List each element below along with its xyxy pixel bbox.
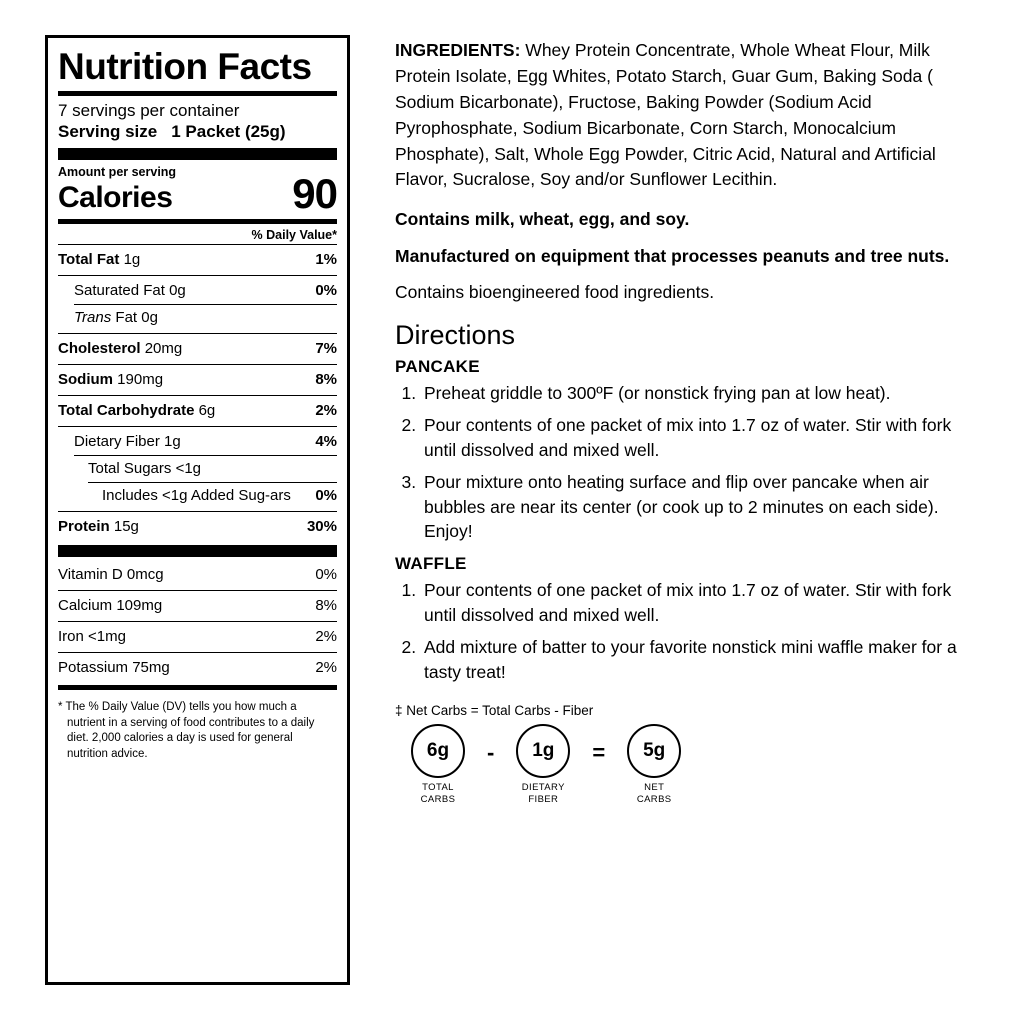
divider: [58, 395, 337, 396]
nutrient-pct-total-carbohydrate: 2%: [315, 402, 337, 420]
nutrient-row-sodium: [58, 367, 337, 393]
waffle-step: 2. Add mixture of batter to your favorite nonstick mini waffle maker for a tasty treat!: [421, 635, 984, 685]
net-carbs-caption: [615, 782, 693, 806]
footnote-line-1: * The % Daily Value (DV) tells you how much a: [58, 701, 297, 714]
dietary-fiber-item: [504, 724, 582, 806]
calories-label: Calories: [58, 181, 173, 215]
nutrient-row-dietary-fiber: [58, 429, 337, 455]
micronutrient-row-vitamin-d: [58, 562, 337, 588]
net-carbs-note: ‡ Net Carbs = Total Carbs - Fiber: [395, 702, 594, 718]
nutrient-pct-protein: 30%: [306, 518, 337, 536]
nutrient-pct-sodium: 8%: [315, 371, 337, 389]
divider: [58, 426, 337, 427]
dietary-fiber-caption: [504, 782, 582, 806]
divider-under-dv-header: [58, 244, 337, 245]
total-carbs-caption: [399, 782, 477, 806]
micronutrient-label-potassium: Potassium 75mg: [58, 659, 170, 677]
daily-value-footnote: [58, 694, 337, 762]
divider: [58, 621, 337, 622]
pancake-heading: PANCAKE: [395, 357, 480, 377]
nutrient-row-added-sugars: [58, 483, 337, 509]
nutrient-row-total-carbohydrate: [58, 398, 337, 424]
micronutrient-pct-calcium: 8%: [315, 597, 337, 615]
footnote-line-4: nutrition advice.: [67, 747, 148, 760]
amount-per-serving-label: Amount per serving: [58, 165, 177, 180]
net-carbs-item: [615, 724, 693, 806]
net-carbs-caption-line2: CARBS: [636, 793, 672, 805]
divider: [58, 275, 337, 276]
servings-per-container: 7 servings per container: [58, 100, 240, 120]
divider: [58, 511, 337, 512]
ingredients-paragraph: [395, 38, 984, 193]
nutrient-row-total-sugars: [58, 456, 337, 482]
nutrient-label-sodium: Sodium 190mg: [58, 371, 164, 389]
nutrient-label-total-fat: Total Fat 1g: [58, 251, 141, 269]
micronutrient-pct-iron: 2%: [315, 628, 337, 646]
calories-value: 90: [292, 170, 337, 218]
micronutrient-row-potassium: [58, 655, 337, 681]
nutrient-pct-added-sugars: 0%: [315, 487, 337, 505]
divider-thick-top: [58, 148, 337, 160]
serving-size-row: [58, 121, 337, 143]
bioengineered-statement: Contains bioengineered food ingredients.: [395, 282, 715, 303]
divider: [58, 590, 337, 591]
micronutrient-pct-potassium: 2%: [315, 659, 337, 677]
ingredients-and-directions-column: [350, 30, 984, 1004]
net-carbs-caption-line1: NET: [644, 781, 665, 793]
total-carbs-caption-line1: TOTAL: [422, 781, 454, 793]
nutrient-row-protein: [58, 514, 337, 540]
directions-title: Directions: [395, 319, 516, 350]
micronutrient-label-vitamin-d: Vitamin D 0mcg: [58, 566, 164, 584]
micronutrient-pct-vitamin-d: 0%: [315, 566, 337, 584]
nutrient-label-total-carbohydrate: Total Carbohydrate 6g: [58, 402, 216, 420]
nutrient-pct-dietary-fiber: 4%: [315, 433, 337, 451]
micronutrient-label-iron: Iron <1mg: [58, 628, 126, 646]
net-carbs-equation: [399, 724, 984, 806]
micronutrient-row-iron: [58, 624, 337, 650]
divider-under-calories: [58, 219, 337, 224]
nutrient-row-total-fat: [58, 247, 337, 273]
nutrition-facts-panel: [45, 35, 350, 985]
divider-under-title: [58, 91, 337, 96]
allergen-contains-statement: Contains milk, wheat, egg, and soy.: [395, 209, 690, 230]
nutrient-label-total-sugars: Total Sugars <1g: [88, 460, 202, 478]
nutrient-row-cholesterol: [58, 336, 337, 362]
waffle-steps-list: [395, 578, 984, 684]
daily-value-header: % Daily Value*: [251, 228, 337, 243]
dietary-fiber-value: 1g: [516, 724, 570, 778]
dietary-fiber-caption-line2: FIBER: [528, 793, 559, 805]
nutrient-label-added-sugars: Includes <1g Added Sug-ars: [102, 487, 291, 505]
pancake-step: 3. Pour mixture onto heating surface and flip over pancake when air bubbles are near its center (or cook up to 2 minutes on each side). Enjoy!: [421, 470, 984, 545]
total-carbs-caption-line2: CARBS: [420, 793, 456, 805]
pancake-step: 1. Preheat griddle to 300ºF (or nonstick frying pan at low heat).: [421, 381, 984, 406]
pancake-steps-list: [395, 381, 984, 544]
divider-above-footnote: [58, 685, 337, 690]
nutrient-label-dietary-fiber: Dietary Fiber 1g: [74, 433, 181, 451]
allergen-manufactured-statement: Manufactured on equipment that processes peanuts and tree nuts.: [395, 245, 950, 266]
serving-size-value: 1 Packet (25g): [171, 122, 286, 142]
divider: [58, 652, 337, 653]
serving-size-label: Serving size: [58, 122, 158, 142]
micronutrient-label-calcium: Calcium 109mg: [58, 597, 163, 615]
nutrient-row-saturated-fat: [58, 278, 337, 304]
pancake-step: 2. Pour contents of one packet of mix into 1.7 oz of water. Stir with fork until dissolved and mixed well.: [421, 413, 984, 463]
nutrient-pct-saturated-fat: 0%: [315, 282, 337, 300]
divider: [58, 364, 337, 365]
nutrient-label-cholesterol: Cholesterol 20mg: [58, 340, 183, 358]
micronutrient-row-calcium: [58, 593, 337, 619]
total-carbs-item: [399, 724, 477, 806]
nutrient-pct-total-fat: 1%: [315, 251, 337, 269]
nutrition-facts-title: Nutrition Facts: [58, 46, 312, 87]
nutrient-label-saturated-fat: Saturated Fat 0g: [74, 282, 186, 300]
nutrient-label-protein: Protein 15g: [58, 518, 139, 536]
footnote-line-2: nutrient in a serving of food contributes to a daily: [67, 716, 315, 729]
waffle-heading: WAFFLE: [395, 554, 467, 574]
dietary-fiber-caption-line1: DIETARY: [521, 781, 565, 793]
divider-thick-bottom: [58, 545, 337, 557]
waffle-step: 1. Pour contents of one packet of mix into 1.7 oz of water. Stir with fork until dissolved and mixed well.: [421, 578, 984, 628]
equals-operator: =: [592, 739, 606, 765]
minus-operator: -: [487, 739, 495, 765]
nutrient-pct-cholesterol: 7%: [315, 340, 337, 358]
total-carbs-value: 6g: [411, 724, 465, 778]
nutrient-label-trans-fat: Trans Fat 0g: [74, 309, 158, 327]
nutrient-row-trans-fat: [58, 305, 337, 331]
divider: [58, 333, 337, 334]
net-carbs-value: 5g: [627, 724, 681, 778]
ingredients-body: Whey Protein Concentrate, Whole Wheat Flour, Milk Protein Isolate, Egg Whites, Potato Starch, Guar Gum, Baking Soda ( Sodium Bicarbonate), Fructose, Baking Powder (Sodium Acid Pyrophosphate, Sodium Bicarbonate, Corn Starch, Monocalcium Phosphate), Salt, Whole Egg Powder, Citric Acid, Natural and Artificial Flavor, Sucralose, Soy and/or Sunflower Lecithin.: [395, 40, 936, 190]
ingredients-heading: INGREDIENTS:: [395, 40, 521, 60]
footnote-line-3: diet. 2,000 calories a day is used for general: [67, 732, 293, 745]
